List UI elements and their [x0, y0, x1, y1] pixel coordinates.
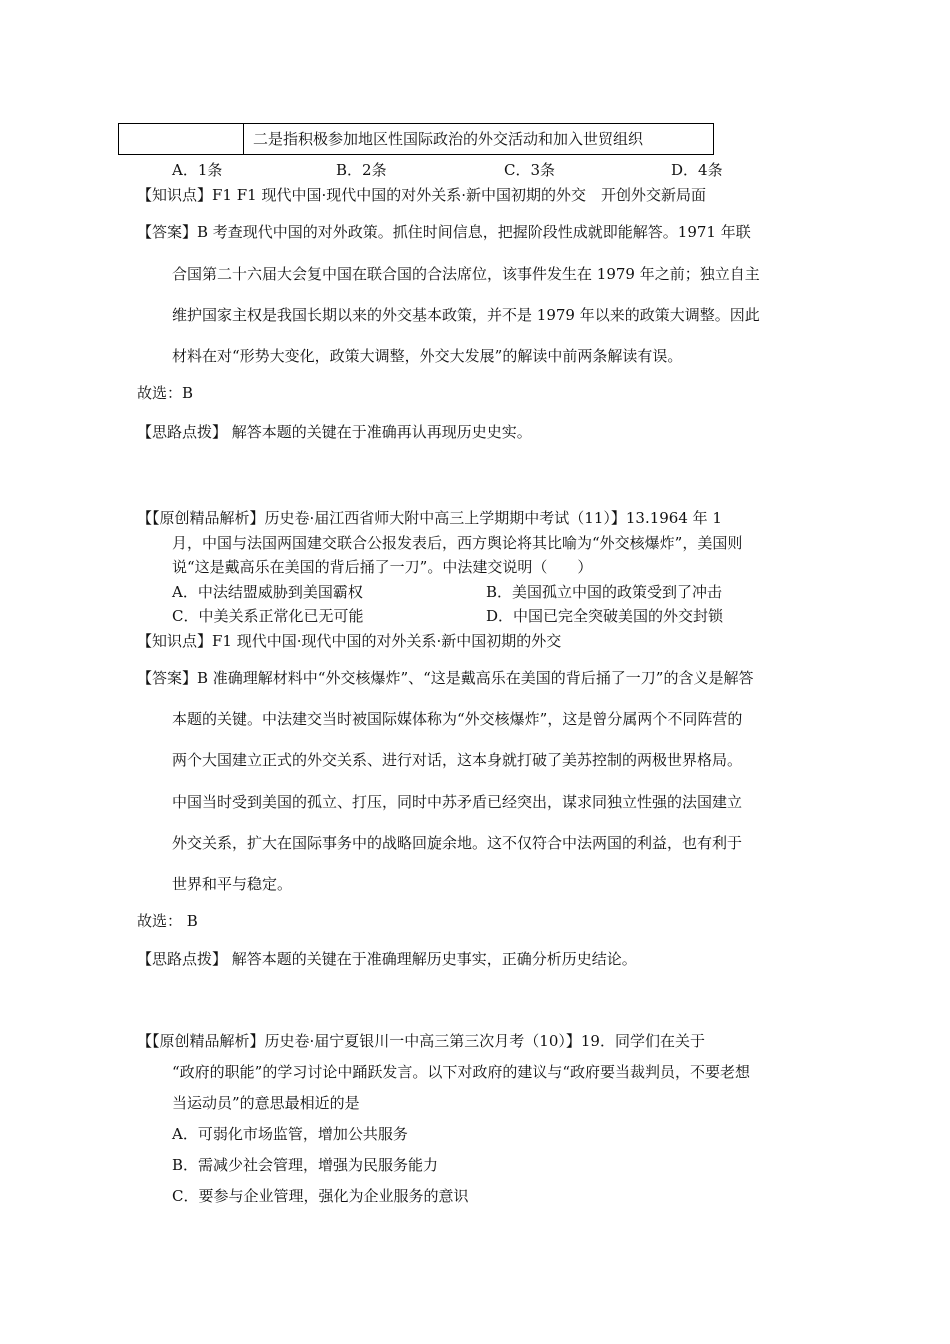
table-cell: 二是指积极参加地区性国际政治的外交活动和加入世贸组织	[253, 130, 644, 148]
q2-answer-line: 中国当时受到美国的孤立、打压，同时中苏矛盾已经突出，谋求同独立性强的法国建立	[172, 793, 743, 811]
q1-choice: 故选：B	[137, 384, 194, 402]
q3-option-a: A．可弱化市场监管，增加公共服务	[172, 1125, 408, 1143]
q1-option-a: A．1条	[172, 161, 223, 179]
q2-option-d: D．中国已完全突破美国的外交封锁	[486, 607, 724, 625]
q2-answer-line: 两个大国建立正式的外交关系、进行对话，这本身就打破了美苏控制的两极世界格局。	[172, 751, 743, 769]
q3-question-line: 【【原创精品解析】历史卷·届宁夏银川一中高三第三次月考（10）】19．同学们在关于	[137, 1032, 705, 1050]
q2-answer-line: 世界和平与稳定。	[172, 875, 293, 893]
q3-option-b: B．需减少社会管理，增强为民服务能力	[172, 1156, 439, 1174]
q1-answer-line: 合国第二十六届大会复中国在联合国的合法席位，该事件发生在 1979 年之前；独立自主	[172, 265, 760, 283]
q3-question-line: “政府的职能”的学习讨论中踊跃发言。以下对政府的建议与“政府要当裁判员，不要老想	[172, 1063, 751, 1081]
q2-answer-line: 【答案】B 准确理解材料中“外交核爆炸”、“这是戴高乐在美国的背后捅了一刀”的含义是解答	[137, 669, 754, 687]
q2-question-line: 说“这是戴高乐在美国的背后捅了一刀”。中法建交说明（ ）	[172, 558, 593, 576]
q3-option-c: C．要参与企业管理，强化为企业服务的意识	[172, 1187, 469, 1205]
q3-question-line: 当运动员”的意思最相近的是	[172, 1094, 360, 1112]
q2-answer-line: 外交关系，扩大在国际事务中的战略回旋余地。这不仅符合中法两国的利益，也有利于	[172, 834, 743, 852]
q1-answer-line: 【答案】B 考查现代中国的对外政策。抓住时间信息，把握阶段性成就即能解答。1971 年联	[137, 223, 751, 241]
q2-option-b: B．美国孤立中国的政策受到了冲击	[486, 583, 723, 601]
q1-option-b: B．2条	[336, 161, 387, 179]
q2-choice: 故选： B	[137, 912, 198, 930]
q2-question-line: 月，中国与法国两国建交联合公报发表后，西方舆论将其比喻为“外交核爆炸”，美国则	[172, 534, 743, 552]
q2-option-a: A．中法结盟威胁到美国霸权	[172, 583, 363, 601]
q2-question-line: 【【原创精品解析】历史卷·届江西省师大附中高三上学期期中考试（11）】13.1964 年 1	[137, 509, 722, 527]
q2-knowledge-point: 【知识点】F1 现代中国·现代中国的对外关系·新中国初期的外交	[137, 632, 562, 650]
q2-option-c: C．中美关系正常化已无可能	[172, 607, 364, 625]
answer-table	[118, 123, 714, 155]
q1-answer-line: 材料在对“形势大变化，政策大调整，外交大发展”的解读中前两条解读有误。	[172, 347, 683, 365]
q1-knowledge-point: 【知识点】F1 F1 现代中国·现代中国的对外关系·新中国初期的外交 开创外交新局面	[137, 186, 706, 204]
q1-answer-line: 维护国家主权是我国长期以来的外交基本政策，并不是 1979 年以来的政策大调整。因此	[172, 306, 760, 324]
q1-option-c: C．3条	[504, 161, 556, 179]
q1-option-d: D．4条	[671, 161, 723, 179]
q2-tip: 【思路点拨】 解答本题的关键在于准确理解历史事实，正确分析历史结论。	[137, 950, 637, 968]
q2-answer-line: 本题的关键。中法建交当时被国际媒体称为“外交核爆炸”，这是曾分属两个不同阵营的	[172, 710, 743, 728]
q1-tip: 【思路点拨】 解答本题的关键在于准确再认再现历史史实。	[137, 423, 532, 441]
table-divider	[243, 124, 244, 154]
